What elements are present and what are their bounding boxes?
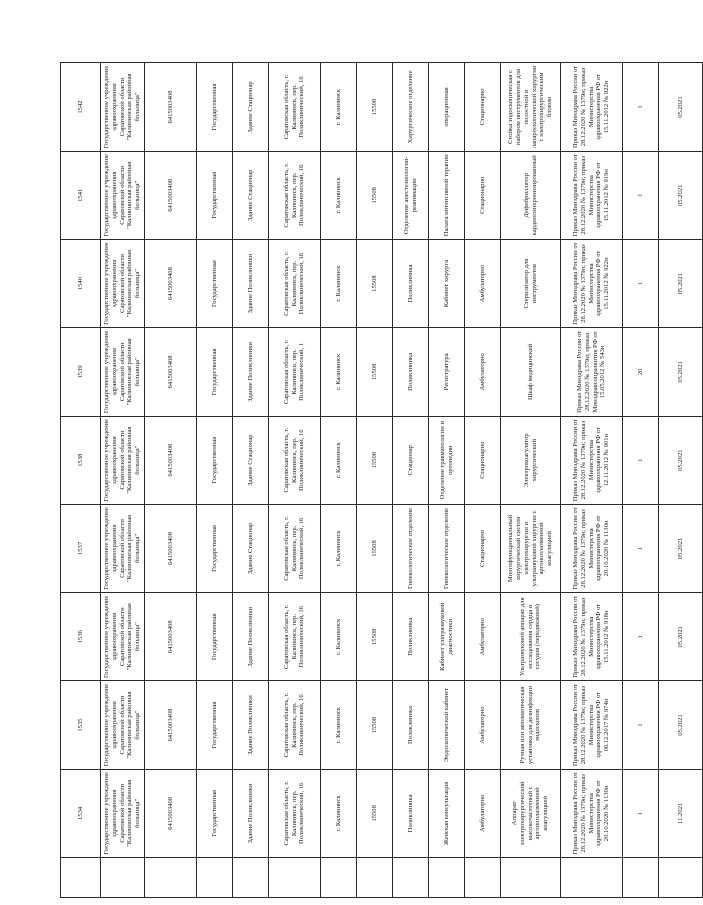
row-inn [145, 63, 197, 898]
cell-inn: 6415003408 [145, 63, 197, 151]
row-leader [357, 858, 393, 898]
row-leader [501, 858, 561, 898]
cell-count: 1 [623, 63, 659, 151]
cell-postcode: 15508 [357, 593, 393, 681]
row-date [659, 63, 703, 898]
cell-count: 1 [623, 681, 659, 769]
cell-address: Саратовская область, г. Калининск, пер. Поликлинический, 16 [269, 681, 321, 769]
cell-postcode: 15508 [357, 239, 393, 327]
cell-date: 05.2021 [659, 593, 703, 681]
cell-care-type: Амбулаторно [465, 328, 501, 416]
cell-care-type: Амбулаторно [465, 593, 501, 681]
cell-address: Саратовская область, г. Калининск, пер. Поликлинический, 16 [269, 504, 321, 592]
row-equipment [501, 63, 561, 898]
cell-organization: Государственное учреждение здравоохранения Саратовской области "Калининская районная больница" [101, 328, 145, 416]
cell-postcode: 15508 [357, 151, 393, 239]
cell-cabinet: Кабинет ультразвуковой диагностики [429, 593, 465, 681]
row-cabinet [429, 63, 465, 898]
cell-department: Отделение анестезиологии-реанимации [393, 151, 429, 239]
row-leader [659, 858, 703, 898]
row-leader [197, 858, 233, 898]
cell-basis: Приказ Минздрава России от 28.12.2020 № 1379н; приказ Министерства здравоохранения РФ от 06.12.2017 № 974н [561, 681, 623, 769]
cell-organization: Государственное учреждение здравоохранения Саратовской области "Калининская районная больница" [101, 151, 145, 239]
cell-department: Поликлиника [393, 681, 429, 769]
cell-id: 1540 [61, 239, 101, 327]
cell-ownership: Государственная [197, 328, 233, 416]
cell-building: Здание Поликлиники [233, 239, 269, 327]
cell-id: 1541 [61, 151, 101, 239]
cell-postcode: 15508 [357, 504, 393, 592]
cell-date: 05.2021 [659, 504, 703, 592]
cell-ownership: Государственная [197, 239, 233, 327]
cell-id: 1538 [61, 416, 101, 504]
cell-inn: 6415003408 [145, 151, 197, 239]
row-city [321, 63, 357, 898]
cell-department: Поликлиника [393, 769, 429, 857]
row-leader [465, 858, 501, 898]
cell-care-type: Стационарно [465, 504, 501, 592]
cell-city: г. Калининск [321, 416, 357, 504]
cell-building: Здание Стационар [233, 151, 269, 239]
table-body [61, 63, 703, 898]
cell-ownership: Государственная [197, 504, 233, 592]
cell-inn: 6415003408 [145, 769, 197, 857]
cell-basis: Приказ Минздрава России от 28.12.2020 № 1379н; приказ Министерства здравоохранения РФ от 15.11.2012 № 922н [561, 63, 623, 151]
cell-inn: 6415003408 [145, 239, 197, 327]
cell-address: Саратовская область, г. Калининск, пер. Поликлинический, 16 [269, 151, 321, 239]
row-leader [269, 858, 321, 898]
row-count [623, 63, 659, 898]
cell-basis: Приказ Минздрава России от 28.12.2020 № 1379н; приказ Министерства здравоохранения РФ от 15.11.2012 № 922н [561, 239, 623, 327]
cell-equipment: Стерилизатор для инструментов [501, 239, 561, 327]
cell-basis: Приказ Минздрава России от 28.12.2020 № 1379н; приказ Министерства здравоохранения РФ от 15.11.2012 № 918н [561, 593, 623, 681]
cell-building: Здание Поликлиники [233, 681, 269, 769]
cell-inn: 6415003408 [145, 416, 197, 504]
cell-date: 11.2021 [659, 769, 703, 857]
equipment-register-table [60, 62, 703, 898]
cell-care-type: Амбулаторно [465, 239, 501, 327]
cell-ownership: Государственная [197, 416, 233, 504]
cell-equipment: Стойка эндоскопическая с набором инструментов для полостной и лапароскопической хирургии с электрохирургическим блоком [501, 63, 561, 151]
cell-count: 1 [623, 416, 659, 504]
row-basis [561, 63, 623, 898]
cell-organization: Государственное учреждение здравоохранения Саратовской области "Калининская районная больница" [101, 416, 145, 504]
cell-organization: Государственное учреждение здравоохранения Саратовской области "Калининская районная больница" [101, 769, 145, 857]
cell-inn: 6415003408 [145, 504, 197, 592]
cell-equipment: Аппарат электрохирургический высокочастотный с аргоноплазменной коагуляцией [501, 769, 561, 857]
cell-building: Здание Поликлиники [233, 328, 269, 416]
cell-basis: Приказ Минздрава России от 28.12.2020 № 1379н; приказ Министерства здравоохранения РФ от 15.11.2012 № 919н [561, 151, 623, 239]
cell-id: 1539 [61, 328, 101, 416]
cell-city: г. Калининск [321, 239, 357, 327]
cell-cabinet: Гинекологическое отделение [429, 504, 465, 592]
cell-department: Поликлиника [393, 239, 429, 327]
cell-department: Гинекологическое отделение [393, 504, 429, 592]
cell-date: 05.2021 [659, 151, 703, 239]
row-leader [101, 858, 145, 898]
cell-department: Хирургическое отделение [393, 63, 429, 151]
cell-postcode: 15508 [357, 63, 393, 151]
cell-basis: Приказ Минздрава России от 28.12.2020 № 1379н; приказ Министерства здравоохранения РФ от 20.10.2020 № 1130н [561, 504, 623, 592]
row-care-type [465, 63, 501, 898]
cell-id: 1536 [61, 593, 101, 681]
cell-organization: Государственное учреждение здравоохранения Саратовской области "Калининская районная больница" [101, 681, 145, 769]
cell-organization: Государственное учреждение здравоохранения Саратовской области "Калининская районная больница" [101, 239, 145, 327]
cell-inn: 6415003408 [145, 681, 197, 769]
row-leader [61, 858, 101, 898]
cell-cabinet: Палата интенсивной терапии [429, 151, 465, 239]
row-ownership [197, 63, 233, 898]
cell-cabinet: Отделение травматологии и ортопедии [429, 416, 465, 504]
cell-date: 05.2021 [659, 681, 703, 769]
cell-count: 1 [623, 151, 659, 239]
cell-department: Поликлиника [393, 328, 429, 416]
cell-inn: 6415003408 [145, 328, 197, 416]
cell-count: 1 [623, 504, 659, 592]
cell-basis: Приказ Минздрава России от 28.12.2020 № 1379н; приказ Министерства здравоохранения РФ от 12.11.2012 № 901н [561, 416, 623, 504]
cell-count: 20 [623, 328, 659, 416]
cell-postcode: 15508 [357, 681, 393, 769]
cell-equipment: Ручная или автоматическая установка для дезинфекции эндоскопов [501, 681, 561, 769]
cell-equipment: Многофункциональный хирургический систем электрохирургии и ультразвуковой хирургии с аргоноплазменной коагуляцией [501, 504, 561, 592]
cell-organization: Государственное учреждение здравоохранения Саратовской области "Калининская районная больница" [101, 504, 145, 592]
cell-organization: Государственное учреждение здравоохранения Саратовской области "Калининская районная больница" [101, 63, 145, 151]
cell-address: Саратовская область, г. Калининск, пер. Поликлинический, 1 [269, 328, 321, 416]
cell-address: Саратовская область, г. Калининск, пер. Поликлинический, 16 [269, 63, 321, 151]
cell-basis: Приказ Минздрава России от 28.12.2020 № 1379н; приказ Минздравсоцразвития РФ от 15.05.2012 № 543н [561, 328, 623, 416]
cell-city: г. Калининск [321, 504, 357, 592]
cell-equipment: Шкаф медицинский [501, 328, 561, 416]
cell-date: 05.2021 [659, 328, 703, 416]
row-organization [101, 63, 145, 898]
row-postcode [357, 63, 393, 898]
cell-organization: Государственное учреждение здравоохранения Саратовской области "Калининская районная больница" [101, 593, 145, 681]
cell-id: 1537 [61, 504, 101, 592]
row-leader [561, 858, 623, 898]
cell-address: Саратовская область, г. Калининск, пер. Поликлинический, 16 [269, 416, 321, 504]
cell-address: Саратовская область, г. Калининск, пер. Поликлинический, 16 [269, 239, 321, 327]
cell-date: 05.2021 [659, 63, 703, 151]
cell-ownership: Государственная [197, 681, 233, 769]
cell-count: 1 [623, 769, 659, 857]
cell-building: Здание Стационар [233, 504, 269, 592]
cell-city: г. Калининск [321, 593, 357, 681]
cell-city: г. Калининск [321, 769, 357, 857]
cell-cabinet: Эндоскопический кабинет [429, 681, 465, 769]
cell-address: Саратовская область, г. Калининск, пер. Поликлинический, 16 [269, 593, 321, 681]
cell-care-type: Стационарно [465, 63, 501, 151]
cell-city: г. Калининск [321, 151, 357, 239]
rotated-table-wrapper [60, 63, 684, 898]
cell-equipment: Ультразвуковой аппарат для исследования сердца и сосудов (передвижной) [501, 593, 561, 681]
cell-ownership: Государственная [197, 769, 233, 857]
cell-inn: 6415003408 [145, 593, 197, 681]
cell-postcode: 15508 [357, 416, 393, 504]
cell-city: г. Калининск [321, 63, 357, 151]
row-building [233, 63, 269, 898]
cell-ownership: Государственная [197, 63, 233, 151]
row-address [269, 63, 321, 898]
cell-postcode: 15508 [357, 769, 393, 857]
cell-department: Поликлиника [393, 593, 429, 681]
cell-equipment: Электрокоагулятор хирургический [501, 416, 561, 504]
cell-count: 1 [623, 593, 659, 681]
cell-building: Здание Стационар [233, 63, 269, 151]
cell-care-type: Амбулаторно [465, 769, 501, 857]
row-department [393, 63, 429, 898]
cell-basis: Приказ Минздрава России от 28.12.2020 № 1379н; приказ Министерства здравоохранения РФ от 20.10.2020 № 1130н [561, 769, 623, 857]
row-leader [393, 858, 429, 898]
cell-building: Здание Поликлиники [233, 769, 269, 857]
cell-id: 1534 [61, 769, 101, 857]
cell-city: г. Калининск [321, 681, 357, 769]
row-leader [623, 858, 659, 898]
row-leader [233, 858, 269, 898]
cell-equipment: Дефибриллятор кардиосинхронизированный [501, 151, 561, 239]
cell-building: Здание Поликлиники [233, 593, 269, 681]
cell-count: 1 [623, 239, 659, 327]
cell-postcode: 15508 [357, 328, 393, 416]
cell-cabinet: Женская консультация [429, 769, 465, 857]
cell-date: 05.2021 [659, 239, 703, 327]
cell-cabinet: Кабинет хирурга [429, 239, 465, 327]
row-record-number [61, 63, 101, 898]
cell-building: Здание Стационар [233, 416, 269, 504]
cell-care-type: Амбулаторно [465, 681, 501, 769]
cell-care-type: Стационарно [465, 416, 501, 504]
cell-date: 05.2021 [659, 416, 703, 504]
cell-department: Стационар [393, 416, 429, 504]
cell-city: г. Калининск [321, 328, 357, 416]
cell-care-type: Стационарно [465, 151, 501, 239]
cell-cabinet: операционная [429, 63, 465, 151]
cell-id: 1535 [61, 681, 101, 769]
cell-address: Саратовская область, г. Калининск, пер. Поликлинический, 16 [269, 769, 321, 857]
cell-ownership: Государственная [197, 593, 233, 681]
row-leader [321, 858, 357, 898]
row-leader [429, 858, 465, 898]
cell-cabinet: Регистратура [429, 328, 465, 416]
cell-id: 1542 [61, 63, 101, 151]
cell-ownership: Государственная [197, 151, 233, 239]
row-leader [145, 858, 197, 898]
